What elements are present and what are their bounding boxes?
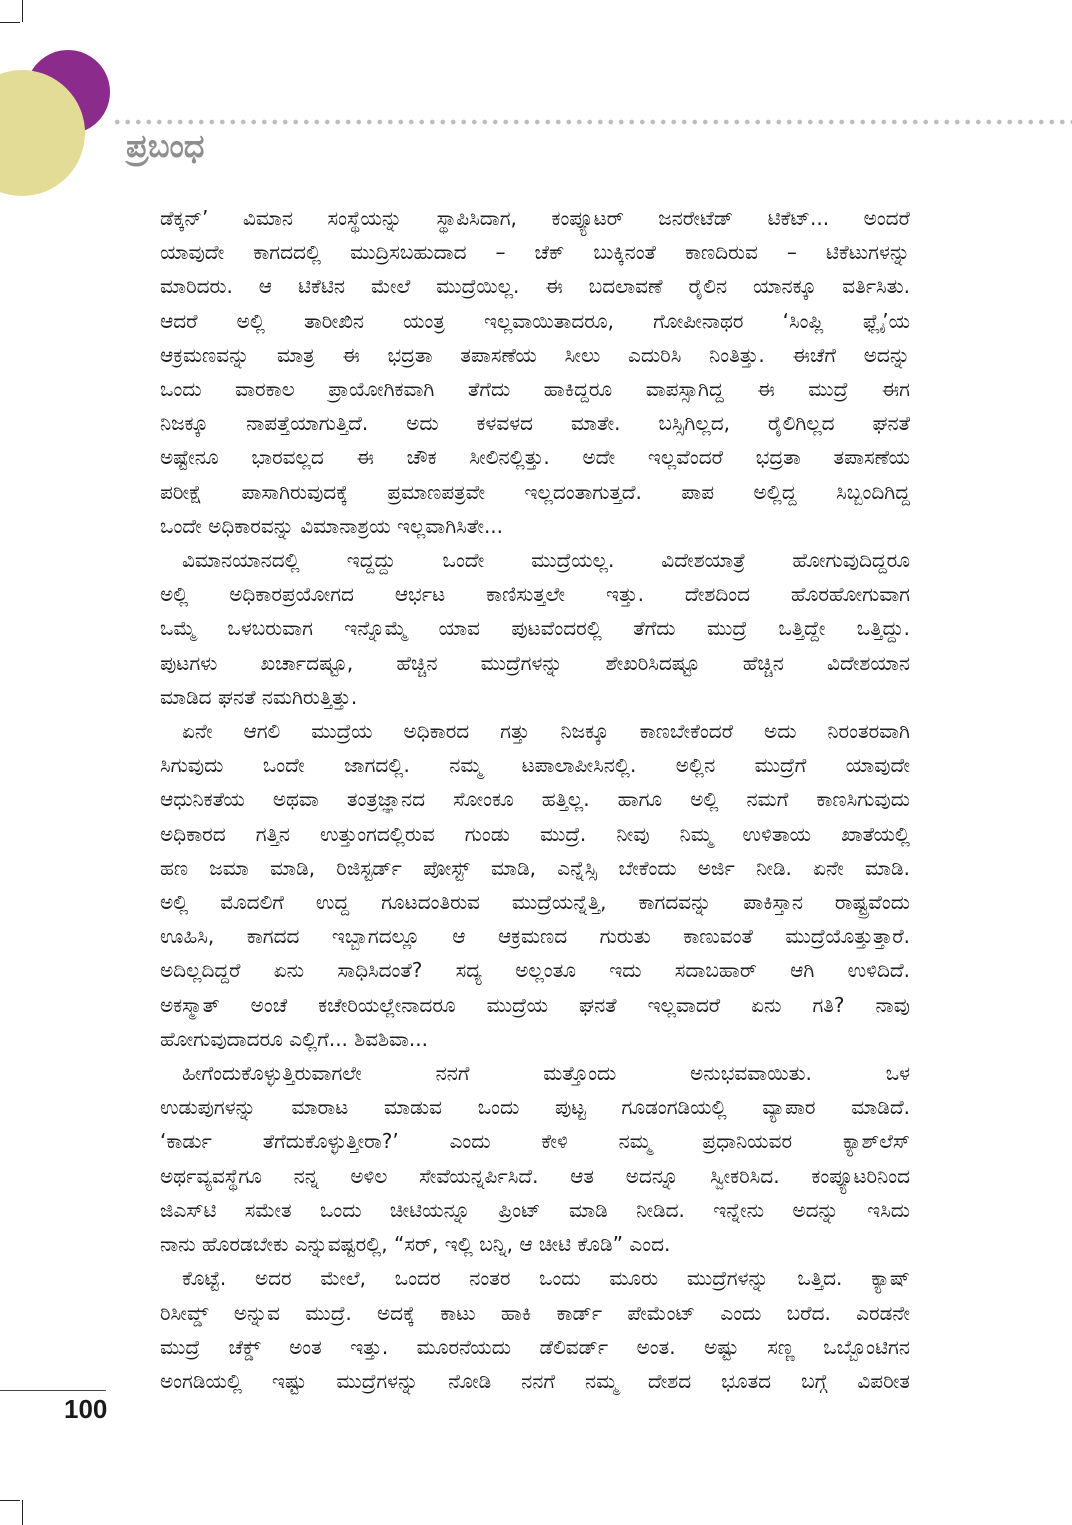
text-line: ಕೊಟ್ಟೆ. ಅದರ ಮೇಲೆ, ಒಂದರ ನಂತರ ಒಂದು ಮೂರು ಮುದ್ರೆಗಳನ್ನು ಒತ್ತಿದ. ಕ್ಯಾಷ್ xyxy=(182,1266,910,1291)
text-line: ಅಷ್ಟೇನೂ ಭಾರವಲ್ಲದ ಈ ಚೌಕ ಸೀಲಿನಲ್ಲಿತ್ತು. ಅದೇ ಇಲ್ಲವೆಂದರೆ ಭದ್ರತಾ ತಪಾಸಣೆಯ xyxy=(160,445,910,470)
text-line: ‘ಕಾರ್ಡು ತೆಗೆದುಕೊಳ್ಳುತ್ತೀರಾ?’ ಎಂದು ಕೇಳಿ ನಮ್ಮ ಪ್ರಧಾನಿಯವರ ಕ್ಯಾಶ್‌ಲೆಸ್ xyxy=(160,1129,910,1154)
text-line: ಅಧಿಕಾರದ ಗತ್ತಿನ ಉತ್ತುಂಗದಲ್ಲಿರುವ ಗುಂಡು ಮುದ್ರೆ. ನೀವು ನಿಮ್ಮ ಉಳಿತಾಯ ಖಾತೆಯಲ್ಲಿ xyxy=(160,821,910,846)
crop-mark-bottom-vertical xyxy=(22,1500,23,1525)
text-line: ಅದಿಲ್ಲದಿದ್ದರೆ ಏನು ಸಾಧಿಸಿದಂತೆ? ಸದ್ಯ ಅಲ್ಲಂತೂ ಇದು ಸದಾಬಹಾರ್ ಆಗಿ ಉಳಿದಿದೆ. xyxy=(160,958,910,983)
text-line: ಸಿಗುವುದು ಒಂದೇ ಜಾಗದಲ್ಲಿ. ನಮ್ಮ ಟಪಾಲಾಪೀಸಿನಲ್ಲಿ. ಅಲ್ಲಿನ ಮುದ್ರೆಗೆ ಯಾವುದೇ xyxy=(160,753,910,778)
text-line: ಉಡುಪುಗಳನ್ನು ಮಾರಾಟ ಮಾಡುವ ಒಂದು ಪುಟ್ಟ ಗೂಡಂಗಡಿಯಲ್ಲಿ ವ್ಯಾಪಾರ ಮಾಡಿದೆ. xyxy=(160,1095,910,1120)
text-line: ಒಂದೇ ಅಧಿಕಾರವನ್ನು ವಿಮಾನಾಶ್ರಯ ಇಲ್ಲವಾಗಿಸಿತೇ... xyxy=(160,513,504,538)
text-line: ಆಧುನಿಕತೆಯ ಅಥವಾ ತಂತ್ರಜ್ಞಾನದ ಸೋಂಕೂ ಹತ್ತಿಲ್ಲ. ಹಾಗೂ ಅಲ್ಲಿ ನಮಗೆ ಕಾಣಸಿಗುವುದು xyxy=(160,787,910,812)
text-line: ಅಕಸ್ಮಾತ್ ಅಂಚೆ ಕಚೇರಿಯಲ್ಲೇನಾದರೂ ಮುದ್ರೆಯ ಘನತೆ ಇಲ್ಲವಾದರೆ ಏನು ಗತಿ? ನಾವು xyxy=(160,992,910,1017)
text-line: ಅಲ್ಲಿ ಅಧಿಕಾರಪ್ರಯೋಗದ ಆರ್ಭಟ ಕಾಣಿಸುತ್ತಲೇ ಇತ್ತು. ದೇಶದಿಂದ ಹೊರಹೋಗುವಾಗ xyxy=(160,582,910,607)
page-number: 100 xyxy=(64,1394,108,1424)
page-number-rule xyxy=(0,1390,106,1391)
text-line: ಆಕ್ರಮಣವನ್ನು ಮಾತ್ರ ಈ ಭದ್ರತಾ ತಪಾಸಣೆಯ ಸೀಲು ಎದುರಿಸಿ ನಿಂತಿತ್ತು. ಈಚೆಗೆ ಅದನ್ನು xyxy=(160,342,910,367)
text-line: ಮುದ್ರೆ ಚೆಕ್ಡ್ ಅಂತ ಇತ್ತು. ಮೂರನೆಯದು ಡೆಲಿವರ್ಡ್ ಅಂತ. ಅಷ್ಟು ಸಣ್ಣ ಒಬ್ಬೊಂಟಿಗನ xyxy=(160,1334,910,1359)
text-line: ಏನೇ ಆಗಲಿ ಮುದ್ರೆಯ ಅಧಿಕಾರದ ಗತ್ತು ನಿಜಕ್ಕೂ ಕಾಣಬೇಕೆಂದರೆ ಅದು ನಿರಂತರವಾಗಿ xyxy=(182,719,910,744)
text-line: ಅಂಗಡಿಯಲ್ಲಿ ಇಷ್ಟು ಮುದ್ರೆಗಳನ್ನು ನೋಡಿ ನನಗೆ ನಮ್ಮ ದೇಶದ ಭೂತದ ಬಗ್ಗೆ ವಿಪರೀತ xyxy=(160,1368,910,1393)
text-line: ಹೀಗೆಂದುಕೊಳ್ಳುತ್ತಿರುವಾಗಲೇ ನನಗೆ ಮತ್ತೊಂದು ಅನುಭವವಾಯಿತು. ಒಳ xyxy=(182,1061,910,1086)
crop-mark-top-horizontal xyxy=(0,22,20,23)
article-body xyxy=(160,201,910,1398)
text-line: ಹೋಗುವುದಾದರೂ ಎಲ್ಲಿಗೆ... ಶಿವಶಿವಾ... xyxy=(160,1026,428,1051)
paragraph xyxy=(160,1261,910,1398)
text-line: ರಿಸೀವ್ಡ್ ಅನ್ನುವ ಮುದ್ರೆ. ಅದಕ್ಕೆ ಕಾಟು ಹಾಕಿ ಕಾರ್ಡ್ ಪೇಮೆಂಟ್ ಎಂದು ಬರೆದ. ಎರಡನೇ xyxy=(160,1300,910,1325)
text-line: ವಿಮಾನಯಾನದಲ್ಲಿ ಇದ್ದದ್ದು ಒಂದೇ ಮುದ್ರೆಯಲ್ಲ. ವಿದೇಶಯಾತ್ರೆ ಹೋಗುವುದಿದ್ದರೂ xyxy=(182,548,910,573)
dotted-rule xyxy=(112,119,1072,125)
crop-mark-top-vertical xyxy=(22,0,23,22)
text-line: ನಾನು ಹೊರಡಬೇಕು ಎನ್ನುವಷ್ಟರಲ್ಲಿ, “ಸರ್, ಇಲ್ಲಿ ಬನ್ನಿ, ಆ ಚೀಟಿ ಕೊಡಿ” ಎಂದ. xyxy=(160,1232,671,1257)
text-line: ಅರ್ಥವ್ಯವಸ್ಥೆಗೂ ನನ್ನ ಅಳಿಲ ಸೇವೆಯನ್ನರ್ಪಿಸಿದೆ. ಆತ ಅದನ್ನೂ ಸ್ವೀಕರಿಸಿದ. ಕಂಪ್ಯೂಟರಿನಿಂದ xyxy=(160,1163,910,1188)
text-line: ಅಲ್ಲಿ ಮೊದಲಿಗೆ ಉದ್ದ ಗೂಟದಂತಿರುವ ಮುದ್ರೆಯನ್ನೆತ್ತಿ, ಕಾಗದವನ್ನು ಪಾಕಿಸ್ತಾನ ರಾಷ್ಟ್ರವೆಂದು xyxy=(160,890,910,915)
text-line: ಪರೀಕ್ಷೆ ಪಾಸಾಗಿರುವುದಕ್ಕೆ ಪ್ರಮಾಣಪತ್ರವೇ ಇಲ್ಲದಂತಾಗುತ್ತದೆ. ಪಾಪ ಅಲ್ಲಿದ್ದ ಸಿಬ್ಬಂದಿಗಿದ್ದ xyxy=(160,479,910,504)
text-line: ನಿಜಕ್ಕೂ ನಾಪತ್ತೆಯಾಗುತ್ತಿದೆ. ಅದು ಕಳವಳದ ಮಾತೇ. ಬಸ್ಸಿಗಿಲ್ಲದ, ರೈಲಿಗಿಲ್ಲದ ಘನತೆ xyxy=(160,411,910,436)
text-line: ಒಂದು ವಾರಕಾಲ ಪ್ರಾಯೋಗಿಕವಾಗಿ ತೆಗೆದು ಹಾಕಿದ್ದರೂ ವಾಪಸ್ಸಾಗಿದ್ದ ಈ ಮುದ್ರೆ ಈಗ xyxy=(160,377,910,402)
text-line: ಹಣ ಜಮಾ ಮಾಡಿ, ರಿಜಿಸ್ಟರ್ಡ್ ಪೋಸ್ಟ್ ಮಾಡಿ, ಎನ್ನೆಸ್ಸಿ ಬೇಕೆಂದು ಅರ್ಜಿ ನೀಡಿ. ಏನೇ ಮಾಡಿ. xyxy=(160,855,910,880)
paragraph xyxy=(160,1056,910,1261)
paragraph xyxy=(160,714,910,1056)
text-line: ಆದರೆ ಅಲ್ಲಿ ತಾರೀಖಿನ ಯಂತ್ರ ಇಲ್ಲವಾಯಿತಾದರೂ, ಗೋಪೀನಾಥರ ‘ಸಿಂಪ್ಲಿ ಫ್ಲೈ’ಯ xyxy=(160,308,910,333)
text-line: ಡೆಕ್ಕನ್’ ವಿಮಾನ ಸಂಸ್ಥೆಯನ್ನು ಸ್ಥಾಪಿಸಿದಾಗ, ಕಂಪ್ಯೂಟರ್ ಜನರೇಟೆಡ್ ಟಿಕೆಟ್... ಅಂದರೆ xyxy=(160,206,910,230)
paragraph xyxy=(160,543,910,714)
crop-mark-bottom-horizontal xyxy=(0,1500,20,1501)
text-line: ಒಮ್ಮೆ ಒಳಬರುವಾಗ ಇನ್ನೊಮ್ಮೆ ಯಾವ ಪುಟವೆಂದರಲ್ಲಿ ತೆಗೆದು ಮುದ್ರೆ ಒತ್ತಿದ್ದೇ ಒತ್ತಿದ್ದು. xyxy=(160,616,910,641)
text-line: ಮಾಡಿದ ಘನತೆ ನಮಗಿರುತ್ತಿತ್ತು. xyxy=(160,684,358,709)
section-heading: ಪ್ರಬಂಧ xyxy=(126,127,205,165)
text-line: ಜಿಎಸ್‌ಟಿ ಸಮೇತ ಒಂದು ಚೀಟಿಯನ್ನೂ ಪ್ರಿಂಟ್ ಮಾಡಿ ನೀಡಿದ. ಇನ್ನೇನು ಅದನ್ನು ಇಸಿದು xyxy=(160,1197,910,1222)
paragraph xyxy=(160,201,910,543)
text-line: ಮಾರಿದರು. ಆ ಟಿಕೆಟಿನ ಮೇಲೆ ಮುದ್ರೆಯಿಲ್ಲ. ಈ ಬದಲಾವಣೆ ರೈಲಿನ ಯಾನಕ್ಕೂ ವರ್ತಿಸಿತು. xyxy=(160,274,910,299)
text-line: ಯಾವುದೇ ಕಾಗದದಲ್ಲಿ ಮುದ್ರಿಸಬಹುದಾದ – ಚೆಕ್ ಬುಕ್ಕಿನಂತೆ ಕಾಣದಿರುವ – ಟಿಕೆಟುಗಳನ್ನು xyxy=(160,240,910,265)
text-line: ಪುಟಗಳು ಖರ್ಚಾದಷ್ಟೂ, ಹೆಚ್ಚಿನ ಮುದ್ರೆಗಳನ್ನು ಶೇಖರಿಸಿದಷ್ಟೂ ಹೆಚ್ಚಿನ ವಿದೇಶಯಾನ xyxy=(160,650,910,675)
text-line: ಊಹಿಸಿ, ಕಾಗದದ ಇಬ್ಬಾಗದಲ್ಲೂ ಆ ಆಕ್ರಮಣದ ಗುರುತು ಕಾಣುವಂತೆ ಮುದ್ರೆಯೊತ್ತುತ್ತಾರೆ. xyxy=(160,924,910,949)
